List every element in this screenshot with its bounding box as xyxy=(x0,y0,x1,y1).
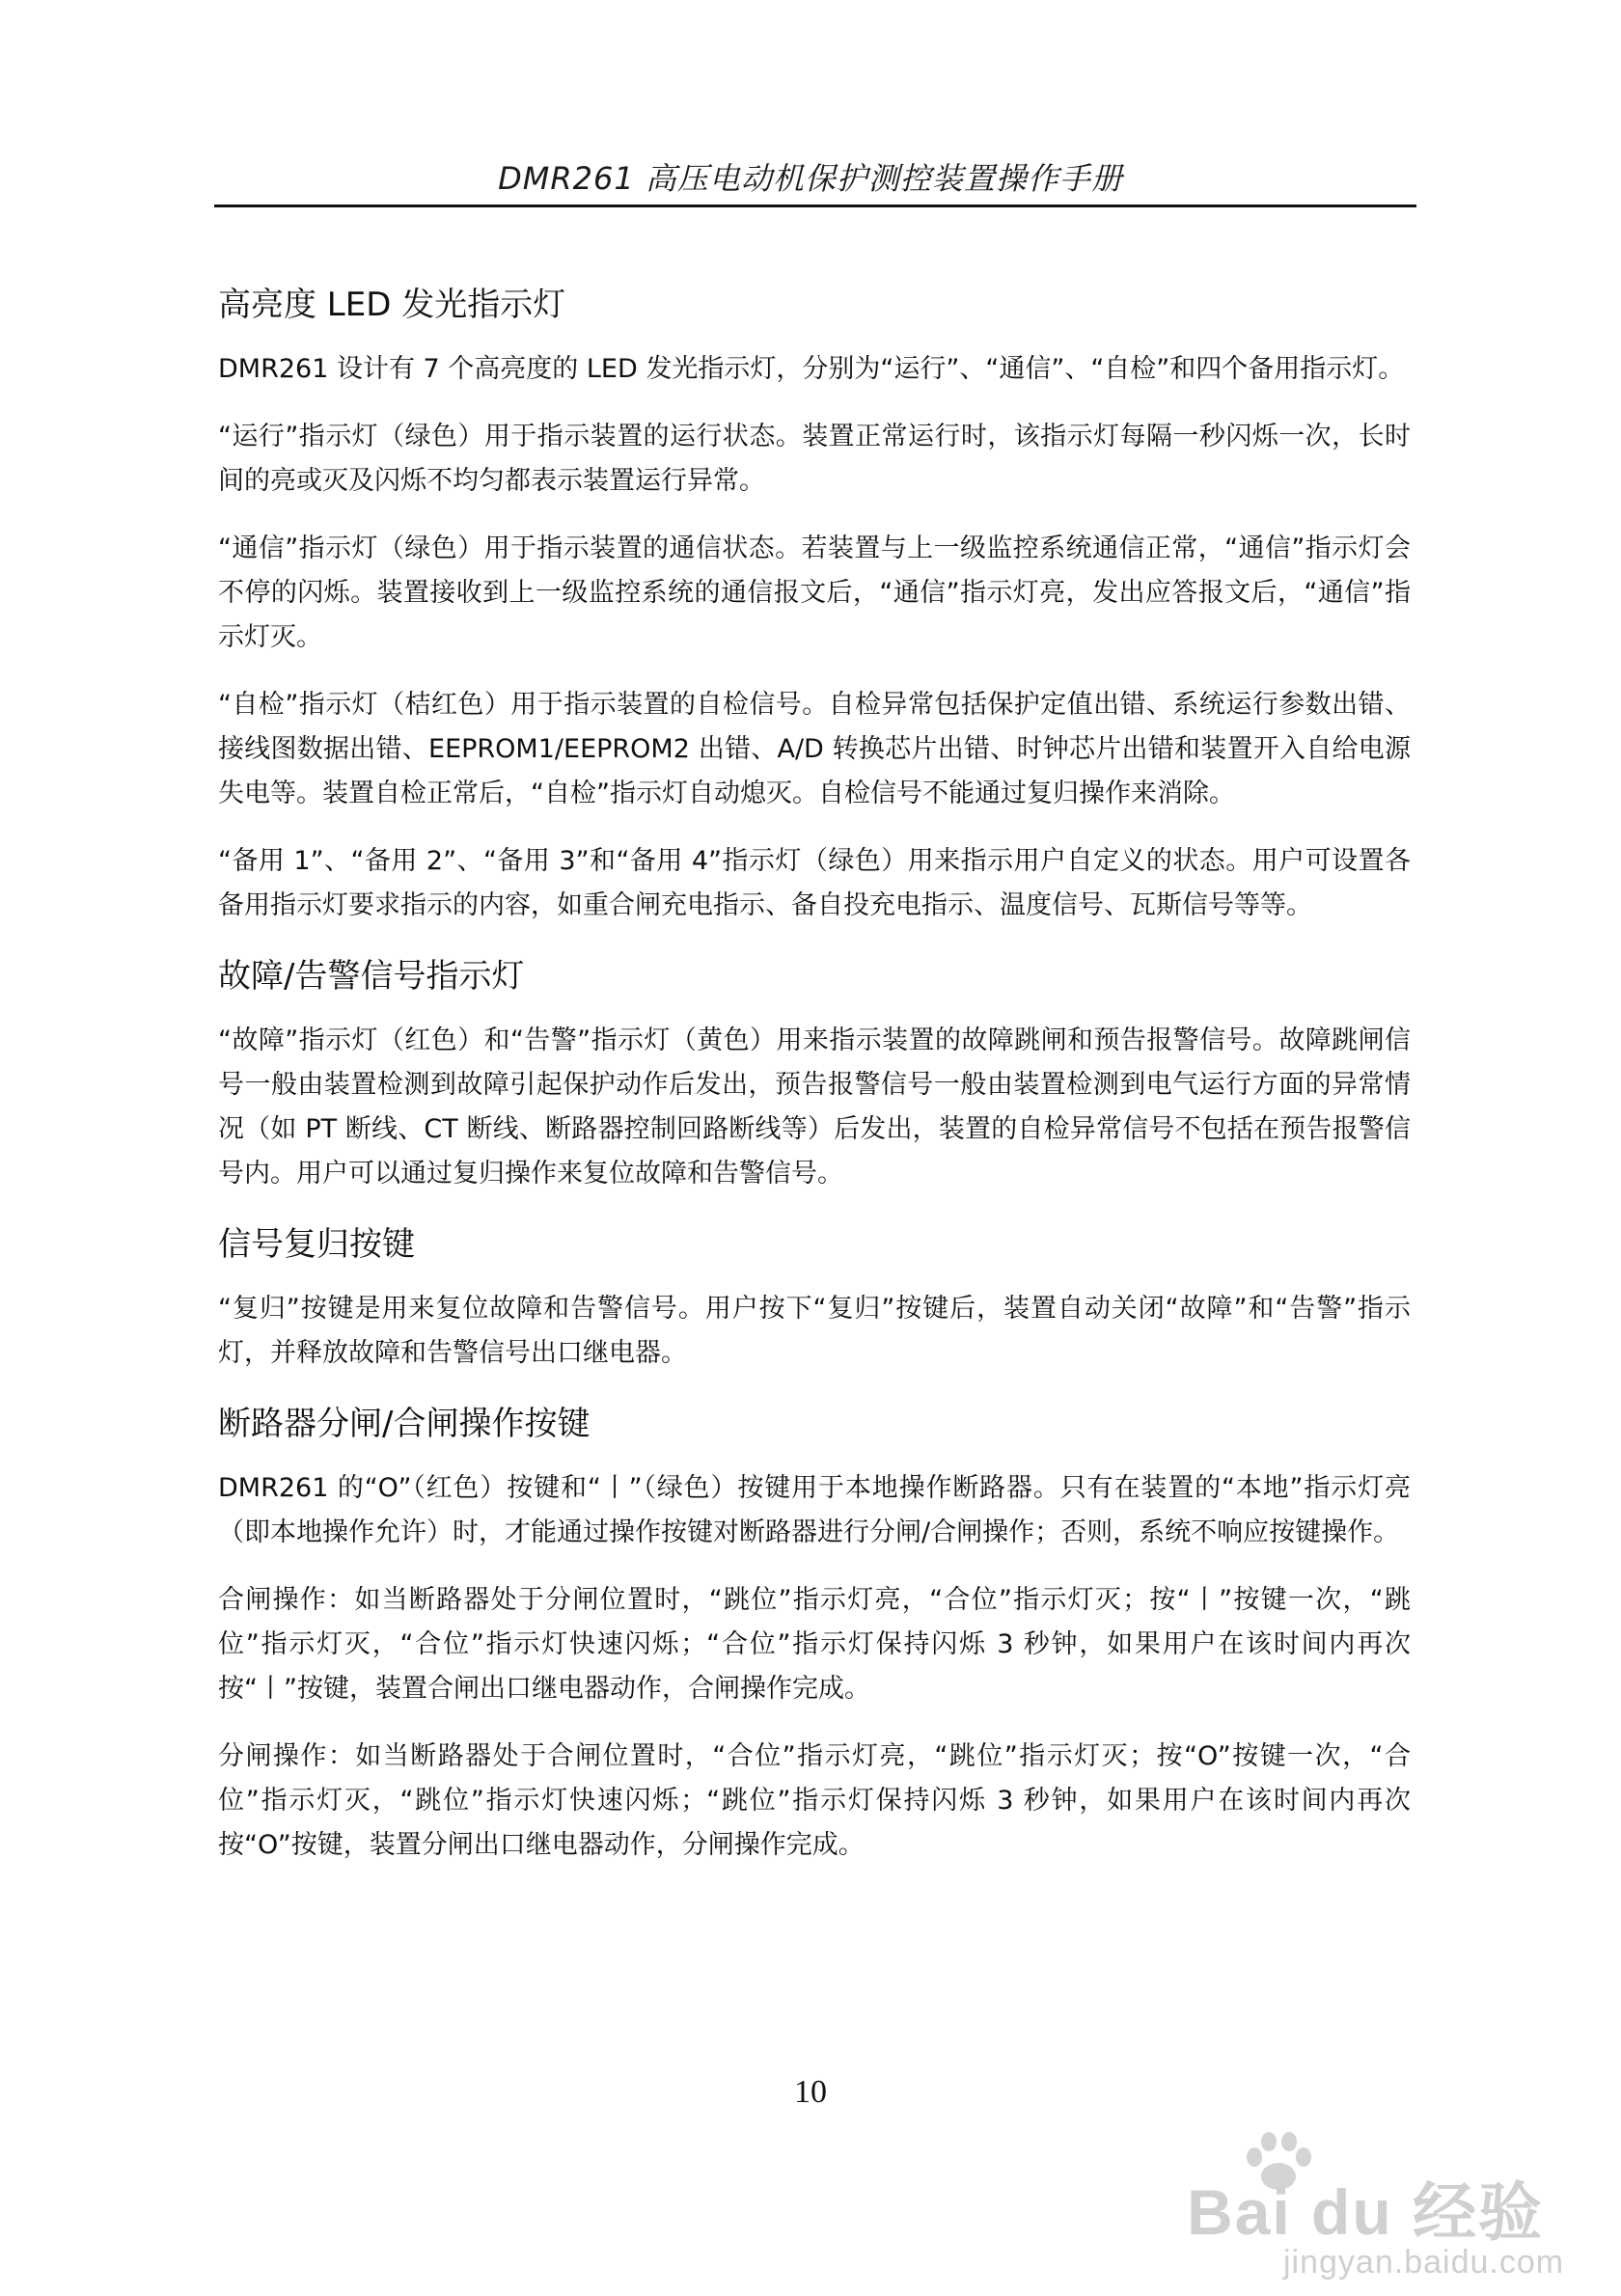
paragraph: DMR261 设计有 7 个高亮度的 LED 发光指示灯，分别为“运行”、“通信”、“自检”和四个备用指示灯。 xyxy=(218,354,1405,384)
paragraph: “备用 1”、“备用 2”、“备用 3”和“备用 4”指示灯（绿色）用来指示用户自定义的状态。用户可设置各备用指示灯要求指示的内容，如重合闸充电指示、备自投充电指示、温度信号、瓦斯信号等等。 xyxy=(218,846,1411,920)
paragraph: “运行”指示灯（绿色）用于指示装置的运行状态。装置正常运行时，该指示灯每隔一秒闪烁一次，长时间的亮或灭及闪烁不均匀都表示装置运行异常。 xyxy=(218,422,1411,496)
section-fault-alarm-indicators xyxy=(218,951,1411,1196)
section-heading: 故障/告警信号指示灯 xyxy=(218,957,525,996)
section-led-indicators xyxy=(218,280,1411,928)
page-number: 10 xyxy=(794,2074,827,2110)
paragraph: DMR261 的“O”（红色）按键和“丨”（绿色）按键用于本地操作断路器。只有在装置的“本地”指示灯亮（即本地操作允许）时，才能通过操作按键对断路器进行分闸/合闸操作；否则，系统不响应按键操作。 xyxy=(218,1473,1411,1547)
watermark-logo: Bai du 经验 xyxy=(1187,2176,1545,2248)
section-heading: 断路器分闸/合闸操作按键 xyxy=(218,1405,591,1443)
paragraph: 分闸操作：如当断路器处于合闸位置时，“合位”指示灯亮，“跳位”指示灯灭；按“O”按键一次，“合位”指示灯灭，“跳位”指示灯快速闪烁；“跳位”指示灯保持闪烁 3 秒钟，如果用户在该时间内再次按“O”按键，装置分闸出口继电器动作，分闸操作完成。 xyxy=(218,1741,1411,1860)
paragraph: “自检”指示灯（桔红色）用于指示装置的自检信号。自检异常包括保护定值出错、系统运行参数出错、接线图数据出错、EEPROM1/EEPROM2 出错、A/D 转换芯片出错、时钟芯片出错和装置开入自给电源失电等。装置自检正常后，“自检”指示灯自动熄灭。自检信号不能通过复归操作来消除。 xyxy=(218,690,1411,808)
watermark-url: jingyan.baidu.com xyxy=(1283,2244,1565,2281)
section-heading: 高亮度 LED 发光指示灯 xyxy=(218,286,566,324)
page-header-title: DMR261 高压电动机保护测控装置操作手册 xyxy=(498,160,1123,197)
paragraph: 合闸操作：如当断路器处于分闸位置时，“跳位”指示灯亮，“合位”指示灯灭；按“丨”按键一次，“跳位”指示灯灭，“合位”指示灯快速闪烁；“合位”指示灯保持闪烁 3 秒钟，如果用户在该时间内再次按“丨”按键，装置合闸出口继电器动作，合闸操作完成。 xyxy=(218,1585,1411,1704)
paragraph: “复归”按键是用来复位故障和告警信号。用户按下“复归”按键后，装置自动关闭“故障”和“告警”指示灯，并释放故障和告警信号出口继电器。 xyxy=(218,1294,1411,1368)
section-reset-key xyxy=(218,1219,1411,1376)
document-body xyxy=(218,280,1411,1891)
section-breaker-keys xyxy=(218,1399,1411,1868)
paragraph: “故障”指示灯（红色）和“告警”指示灯（黄色）用来指示装置的故障跳闸和预告报警信号。故障跳闸信号一般由装置检测到故障引起保护动作后发出，预告报警信号一般由装置检测到电气运行方面的异常情况（如 PT 断线、CT 断线、断路器控制回路断线等）后发出，装置的自检异常信号不包括在预告报警信号内。用户可以通过复归操作来复位故障和告警信号。 xyxy=(218,1025,1411,1189)
paragraph: “通信”指示灯（绿色）用于指示装置的通信状态。若装置与上一级监控系统通信正常，“通信”指示灯会不停的闪烁。装置接收到上一级监控系统的通信报文后，“通信”指示灯亮，发出应答报文后，“通信”指示灯灭。 xyxy=(218,533,1411,652)
baidu-watermark xyxy=(1148,2161,1602,2286)
section-heading: 信号复归按键 xyxy=(218,1225,415,1264)
header-divider xyxy=(214,205,1416,207)
